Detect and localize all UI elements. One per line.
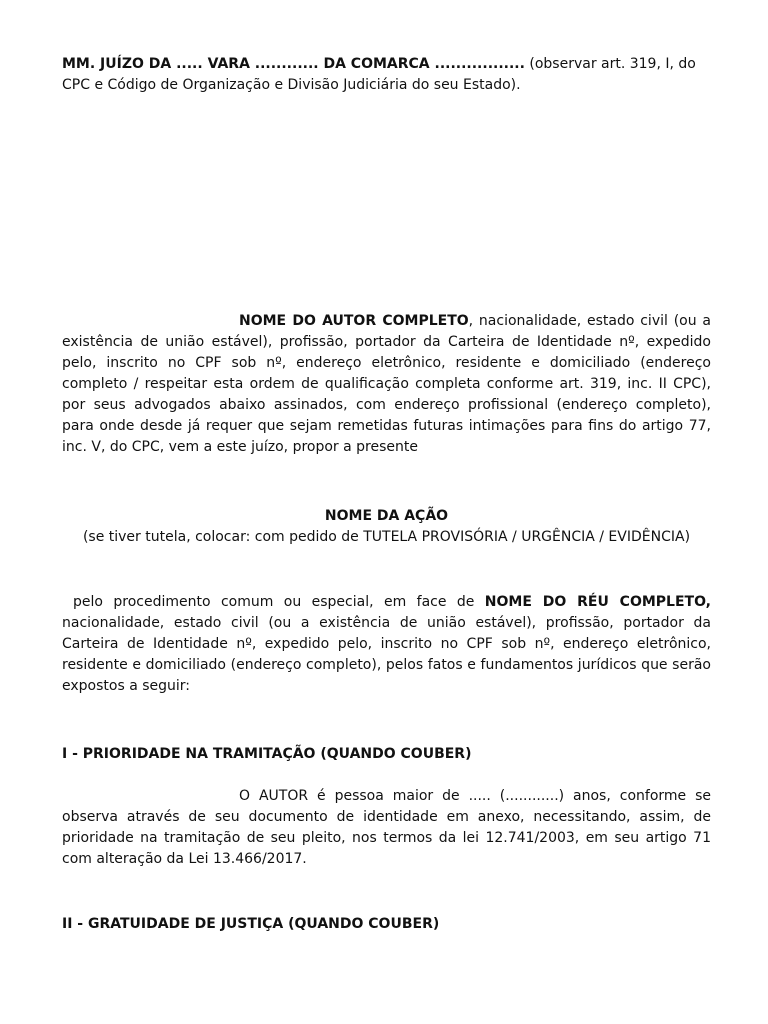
section-body-priority <box>62 786 711 870</box>
proceedings-text-after: nacionalidade, estado civil (ou a existência de união estável), profissão, portador da Carteira de Identidade nº, expedido pelo, inscrito no CPF sob nº, endereço eletrônico, residente e domiciliado (endereço completo), pelos fatos e fundamentos jurídicos que serão expostos a seguir: <box>62 615 711 694</box>
court-address-bold: MM. JUÍZO DA ..... VARA ............ DA COMARCA ................. <box>62 56 525 72</box>
court-address-note: (observar art. 319, I, do CPC e Código de Organização e Divisão Judiciária do seu Estado). <box>62 56 696 93</box>
section-heading-gratuity: II - GRATUIDADE DE JUSTIÇA (QUANDO COUBER) <box>62 916 440 932</box>
action-subtitle: (se tiver tutela, colocar: com pedido de TUTELA PROVISÓRIA / URGÊNCIA / EVIDÊNCIA) <box>82 529 691 545</box>
section-heading-priority: I - PRIORIDADE NA TRAMITAÇÃO (QUANDO COUBER) <box>62 746 472 762</box>
court-address <box>62 54 711 96</box>
action-title: NOME DA AÇÃO <box>324 508 449 524</box>
author-qualification-text: , nacionalidade, estado civil (ou a existência de união estável), profissão, portador da Carteira de Identidade nº, expedido pelo, inscrito no CPF sob nº, endereço eletrônico, residente e domiciliado (endereço completo / respeitar esta ordem de qualificação completa conforme art. 319, inc. II CPC), por seus advogados abaixo assinados, com endereço profissional (endereço completo), para onde desde já requer que sejam remetidas futuras intimações para fins do artigo 77, inc. V, do CPC, vem a este juízo, propor a presente <box>62 313 711 455</box>
proceedings-text-before: pelo procedimento comum ou especial, em face de <box>73 594 485 610</box>
defendant-name: NOME DO RÉU COMPLETO, <box>484 594 711 610</box>
section-body-priority-text: O AUTOR é pessoa maior de ..... (............) anos, conforme se observa através de seu documento de identidade em anexo, necessitando, assim, de prioridade na tramitação de seu pleito, nos termos da lei 12.741/2003, em seu artigo 71 com alteração da Lei 13.466/2017. <box>62 788 711 867</box>
proceedings-paragraph <box>62 592 711 697</box>
author-name: NOME DO AUTOR COMPLETO <box>239 313 469 329</box>
author-qualification <box>62 311 711 458</box>
